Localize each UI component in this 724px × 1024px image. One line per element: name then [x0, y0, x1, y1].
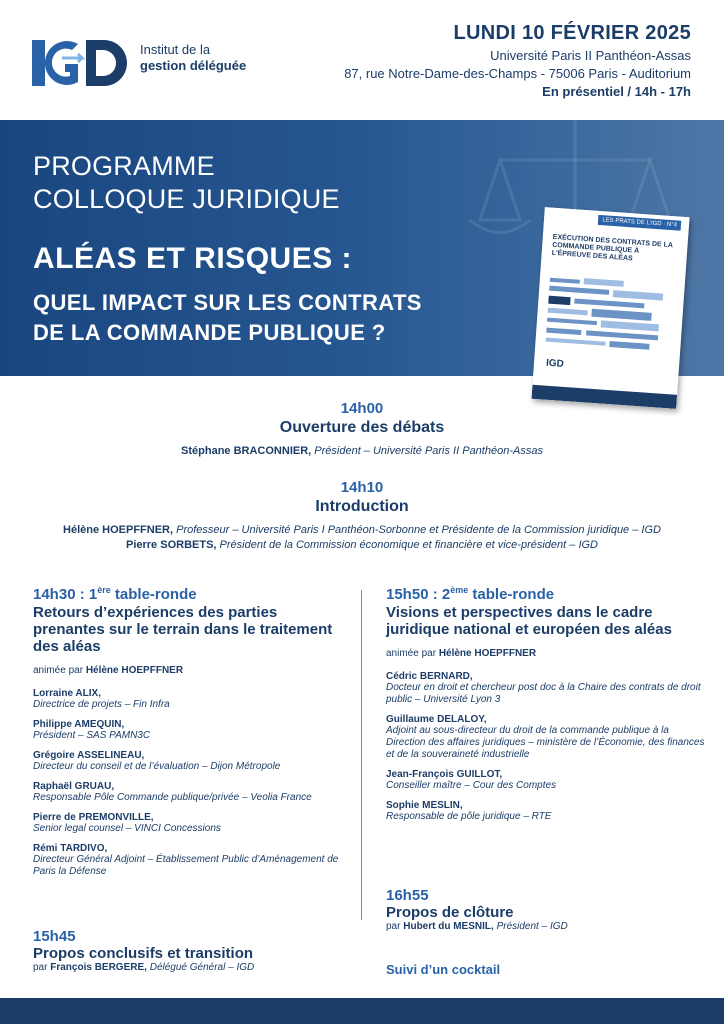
event-mode: En présentiel / 14h - 17h [542, 84, 691, 99]
round2-time-main: 15h50 : 2 [386, 586, 451, 603]
speaker-role: Directeur Général Adjoint – Établissement Public d’Aménagement de Paris la Défense [33, 854, 339, 877]
speaker-role: Conseiller maître – Cour des Comptes [386, 780, 557, 791]
opening-section [0, 400, 724, 457]
speaker-name: Jean-François GUILLOT, [386, 769, 503, 780]
closing-right-speaker [386, 921, 706, 932]
footer-band [0, 998, 724, 1024]
speaker-role: Senior legal counsel – VINCI Concessions [33, 823, 221, 834]
main-title-line1: ALÉAS ET RISQUES : [33, 242, 353, 275]
round1-time-main: 14h30 : 1 [33, 586, 98, 603]
closing-right-section [386, 887, 706, 932]
speaker-role: Responsable Pôle Commande publique/privée – Veolia France [33, 792, 312, 803]
closing-right-name: Hubert du MESNIL, [403, 921, 494, 932]
main-title-line2: QUEL IMPACT SUR LES CONTRATS [33, 290, 422, 315]
column-divider [361, 590, 362, 920]
closing-left-title: Propos conclusifs et transition [33, 945, 254, 962]
cover-series-tag: LES PRATS DE L'IGD · N°4 [598, 215, 681, 231]
speaker-item [386, 714, 706, 761]
publication-cover-image [531, 207, 689, 409]
closing-left-speaker [33, 962, 353, 973]
speaker-role: Président – SAS PAMN3C [33, 730, 151, 741]
round2-anim-name: Hélène HOEPFFNER [438, 648, 537, 659]
igd-logo[interactable] [32, 34, 272, 94]
opening-speaker [0, 445, 724, 457]
speaker-name: Grégoire ASSELINEAU, [33, 750, 145, 761]
event-info [344, 22, 691, 99]
speaker-name: Raphaël GRUAU, [33, 781, 115, 792]
program-label [33, 150, 340, 216]
closing-left-section [33, 928, 353, 973]
intro-speaker2-name: Pierre SORBETS, [125, 539, 217, 551]
speaker-name: Cédric BERNARD, [386, 671, 473, 682]
speaker-name: Philippe AMEQUIN, [33, 719, 125, 730]
speaker-item [33, 688, 353, 711]
cover-logo: IGD [545, 357, 565, 370]
intro-time: 14h10 [340, 479, 384, 496]
speaker-role: Directrice de projets – Fin Infra [33, 699, 170, 710]
intro-speaker1-role: Professeur – Université Paris I Panthéon-Sorbonne et Présidente de la Commission juridique – IGD [176, 524, 661, 536]
closing-left-role: Délégué Général – IGD [149, 962, 255, 973]
opening-time: 14h00 [340, 400, 384, 417]
closing-right-title: Propos de clôture [386, 904, 514, 921]
round1-speaker-list [33, 688, 353, 878]
round1-time [33, 585, 353, 603]
round2-title: Visions et perspectives dans le cadre juridique national et européen des aléas [386, 604, 672, 638]
logo-subtitle-line1: Institut de la [140, 42, 211, 57]
cocktail-note: Suivi d’un cocktail [386, 962, 501, 977]
program-line1: PROGRAMME [33, 151, 215, 181]
round1-anim-prefix: animée par [33, 665, 84, 676]
speaker-item [386, 800, 706, 823]
round2-time-sup: ème [450, 585, 469, 595]
round-table-1 [33, 585, 353, 886]
speaker-name: Guillaume DELALOY, [386, 714, 487, 725]
round1-anim-name: Hélène HOEPFFNER [85, 665, 184, 676]
speaker-item [386, 671, 706, 706]
closing-right-role: Président – IGD [496, 921, 568, 932]
opening-title: Ouverture des débats [279, 419, 445, 436]
speaker-item [33, 812, 353, 835]
round1-title: Retours d’expériences des parties prenantes sur le terrain dans le traitement des aléas [33, 604, 333, 655]
speaker-role: Responsable de pôle juridique – RTE [386, 811, 552, 822]
speaker-item [33, 843, 353, 878]
speaker-role: Adjoint au sous-directeur du droit de la commande publique à la Direction des affaires juridiques – ministère de l’Économie, des finances et de la souveraineté industrielle [386, 725, 705, 760]
speaker-role: Directeur du conseil et de l’évaluation – Dijon Métropole [33, 761, 281, 772]
opening-speaker-name: Stéphane BRACONNIER, [181, 445, 312, 457]
round1-time-sup: ère [97, 585, 111, 595]
event-date: LUNDI 10 FÉVRIER 2025 [453, 22, 691, 44]
event-venue: Université Paris II Panthéon-Assas [490, 48, 691, 63]
speaker-role: Docteur en droit et chercheur post doc à la Chaire des contrats de droit public – Université Lyon 3 [386, 682, 701, 705]
cover-title: EXÉCUTION DES CONTRATS DE LA COMMANDE PUBLIQUE À L'ÉPREUVE DES ALÉAS [551, 233, 673, 263]
closing-left-name: François BERGERE, [50, 962, 147, 973]
logo-subtitle-line2: gestion déléguée [140, 58, 247, 73]
closing-left-time: 15h45 [33, 928, 76, 945]
intro-speaker-1 [0, 524, 724, 536]
intro-speaker1-name: Hélène HOEPFFNER, [63, 524, 174, 536]
speaker-item [33, 719, 353, 742]
main-title-lines [33, 288, 422, 348]
speaker-name: Pierre de PREMONVILLE, [33, 812, 154, 823]
opening-speaker-role: Président – Université Paris II Panthéon-Assas [314, 445, 543, 457]
closing-right-by: par [386, 921, 401, 932]
intro-speaker-2 [0, 539, 724, 551]
round1-time-suffix: table-ronde [110, 586, 197, 603]
header [0, 0, 724, 120]
speaker-item [33, 781, 353, 804]
event-address: 87, rue Notre-Dame-des-Champs - 75006 Paris - Auditorium [344, 66, 691, 81]
speaker-name: Sophie MESLIN, [386, 800, 463, 811]
main-title-line3: DE LA COMMANDE PUBLIQUE ? [33, 320, 386, 345]
round2-moderator [386, 648, 706, 659]
intro-speaker2-role: Président de la Commission économique et financière et vice-président – IGD [219, 539, 598, 551]
program-line2: COLLOQUE JURIDIQUE [33, 184, 340, 214]
speaker-name: Lorraine ALIX, [33, 688, 101, 699]
round1-moderator [33, 665, 353, 676]
speaker-name: Rémi TARDIVO, [33, 843, 108, 854]
round-table-2 [386, 585, 706, 831]
word-cloud-graphic [545, 274, 675, 363]
round2-anim-prefix: animée par [386, 648, 437, 659]
closing-left-by: par [33, 962, 48, 973]
speaker-item [33, 750, 353, 773]
round2-time [386, 585, 706, 603]
intro-section [0, 479, 724, 551]
round2-time-suffix: table-ronde [468, 586, 555, 603]
speaker-item [386, 769, 706, 792]
igd-logo-icon [32, 34, 132, 90]
closing-right-time: 16h55 [386, 887, 429, 904]
intro-title: Introduction [315, 498, 409, 515]
round2-speaker-list [386, 671, 706, 823]
